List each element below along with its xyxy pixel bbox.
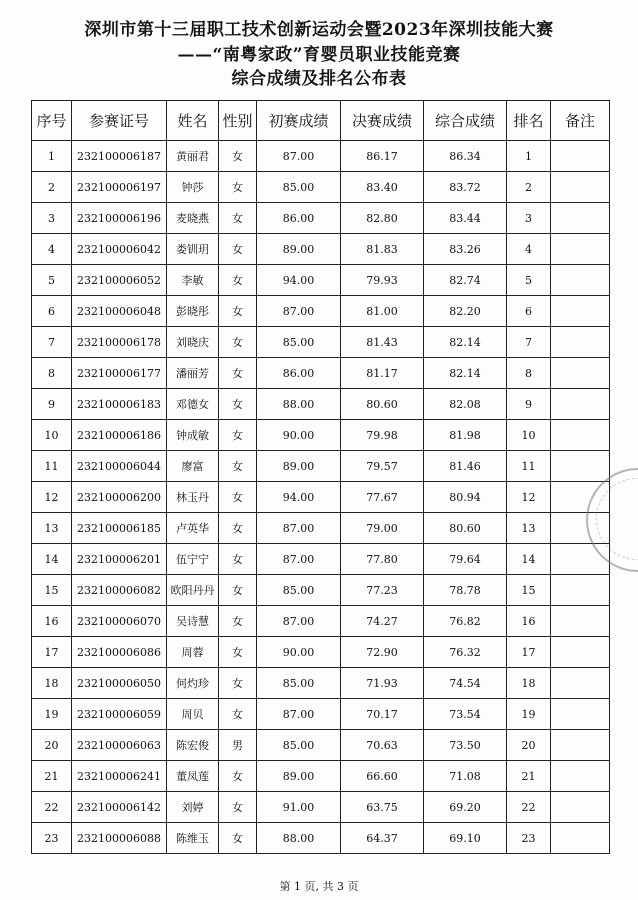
cell-rank: 22 bbox=[507, 792, 551, 823]
cell-name: 钟成敏 bbox=[167, 420, 219, 451]
cell-index: 11 bbox=[32, 451, 72, 482]
cell-name: 欧阳丹丹 bbox=[167, 575, 219, 606]
cell-gender: 女 bbox=[219, 296, 257, 327]
cell-overall-score: 78.78 bbox=[424, 575, 507, 606]
cell-index: 10 bbox=[32, 420, 72, 451]
table-row bbox=[32, 358, 610, 389]
cell-gender: 女 bbox=[219, 358, 257, 389]
table-row bbox=[32, 575, 610, 606]
cell-prelim-score: 86.00 bbox=[257, 358, 341, 389]
cell-gender: 女 bbox=[219, 265, 257, 296]
table-row bbox=[32, 482, 610, 513]
cell-index: 21 bbox=[32, 761, 72, 792]
table-header-row bbox=[32, 101, 610, 141]
cell-prelim-score: 89.00 bbox=[257, 234, 341, 265]
cell-index: 18 bbox=[32, 668, 72, 699]
cell-prelim-score: 87.00 bbox=[257, 513, 341, 544]
cell-index: 17 bbox=[32, 637, 72, 668]
cell-final-score: 77.23 bbox=[341, 575, 424, 606]
cell-final-score: 79.98 bbox=[341, 420, 424, 451]
cell-cert-number: 232100006088 bbox=[72, 823, 167, 854]
cell-rank: 10 bbox=[507, 420, 551, 451]
table-row bbox=[32, 730, 610, 761]
cell-rank: 2 bbox=[507, 172, 551, 203]
cell-overall-score: 71.08 bbox=[424, 761, 507, 792]
table-row bbox=[32, 668, 610, 699]
cell-overall-score: 82.08 bbox=[424, 389, 507, 420]
cell-overall-score: 82.14 bbox=[424, 358, 507, 389]
cell-prelim-score: 91.00 bbox=[257, 792, 341, 823]
cell-remarks bbox=[551, 358, 610, 389]
cell-remarks bbox=[551, 513, 610, 544]
cell-final-score: 83.40 bbox=[341, 172, 424, 203]
cell-overall-score: 73.54 bbox=[424, 699, 507, 730]
header-gender: 性别 bbox=[219, 101, 257, 141]
cell-overall-score: 79.64 bbox=[424, 544, 507, 575]
cell-name: 陈维玉 bbox=[167, 823, 219, 854]
cell-rank: 5 bbox=[507, 265, 551, 296]
cell-overall-score: 82.74 bbox=[424, 265, 507, 296]
header-final-score: 决赛成绩 bbox=[341, 101, 424, 141]
cell-index: 14 bbox=[32, 544, 72, 575]
table-row bbox=[32, 699, 610, 730]
header-name: 姓名 bbox=[167, 101, 219, 141]
cell-cert-number: 232100006183 bbox=[72, 389, 167, 420]
cell-final-score: 81.00 bbox=[341, 296, 424, 327]
cell-remarks bbox=[551, 823, 610, 854]
cell-prelim-score: 87.00 bbox=[257, 141, 341, 172]
cell-rank: 23 bbox=[507, 823, 551, 854]
cell-final-score: 77.80 bbox=[341, 544, 424, 575]
cell-index: 15 bbox=[32, 575, 72, 606]
cell-final-score: 63.75 bbox=[341, 792, 424, 823]
cell-final-score: 79.93 bbox=[341, 265, 424, 296]
cell-name: 麦晓燕 bbox=[167, 203, 219, 234]
table-row bbox=[32, 513, 610, 544]
cell-prelim-score: 87.00 bbox=[257, 699, 341, 730]
cell-overall-score: 81.46 bbox=[424, 451, 507, 482]
cell-prelim-score: 88.00 bbox=[257, 389, 341, 420]
cell-overall-score: 82.20 bbox=[424, 296, 507, 327]
cell-remarks bbox=[551, 141, 610, 172]
cell-index: 16 bbox=[32, 606, 72, 637]
cell-name: 钟莎 bbox=[167, 172, 219, 203]
table-row bbox=[32, 544, 610, 575]
cell-name: 李敏 bbox=[167, 265, 219, 296]
cell-rank: 9 bbox=[507, 389, 551, 420]
cell-name: 周蓉 bbox=[167, 637, 219, 668]
results-table bbox=[31, 100, 610, 854]
cell-remarks bbox=[551, 203, 610, 234]
table-row bbox=[32, 420, 610, 451]
cell-cert-number: 232100006200 bbox=[72, 482, 167, 513]
cell-name: 何灼珍 bbox=[167, 668, 219, 699]
cell-index: 19 bbox=[32, 699, 72, 730]
cell-name: 周贝 bbox=[167, 699, 219, 730]
cell-prelim-score: 90.00 bbox=[257, 637, 341, 668]
cell-rank: 11 bbox=[507, 451, 551, 482]
cell-remarks bbox=[551, 234, 610, 265]
cell-final-score: 82.80 bbox=[341, 203, 424, 234]
cell-overall-score: 69.20 bbox=[424, 792, 507, 823]
cell-index: 9 bbox=[32, 389, 72, 420]
cell-rank: 19 bbox=[507, 699, 551, 730]
cell-index: 8 bbox=[32, 358, 72, 389]
cell-gender: 女 bbox=[219, 823, 257, 854]
cell-overall-score: 80.60 bbox=[424, 513, 507, 544]
cell-gender: 女 bbox=[219, 389, 257, 420]
cell-overall-score: 83.44 bbox=[424, 203, 507, 234]
cell-remarks bbox=[551, 637, 610, 668]
cell-prelim-score: 85.00 bbox=[257, 668, 341, 699]
cell-cert-number: 232100006201 bbox=[72, 544, 167, 575]
cell-name: 董凤莲 bbox=[167, 761, 219, 792]
table-body bbox=[32, 141, 610, 854]
cell-final-score: 79.57 bbox=[341, 451, 424, 482]
cell-gender: 女 bbox=[219, 234, 257, 265]
cell-prelim-score: 85.00 bbox=[257, 327, 341, 358]
cell-name: 林玉丹 bbox=[167, 482, 219, 513]
cell-gender: 女 bbox=[219, 451, 257, 482]
cell-remarks bbox=[551, 699, 610, 730]
cell-final-score: 81.43 bbox=[341, 327, 424, 358]
cell-name: 刘婷 bbox=[167, 792, 219, 823]
cell-prelim-score: 89.00 bbox=[257, 451, 341, 482]
cell-final-score: 74.27 bbox=[341, 606, 424, 637]
cell-remarks bbox=[551, 172, 610, 203]
cell-cert-number: 232100006186 bbox=[72, 420, 167, 451]
cell-gender: 女 bbox=[219, 792, 257, 823]
cell-cert-number: 232100006187 bbox=[72, 141, 167, 172]
cell-cert-number: 232100006042 bbox=[72, 234, 167, 265]
cell-name: 吴诗慧 bbox=[167, 606, 219, 637]
cell-final-score: 64.37 bbox=[341, 823, 424, 854]
cell-rank: 18 bbox=[507, 668, 551, 699]
cell-final-score: 70.63 bbox=[341, 730, 424, 761]
header-rank: 排名 bbox=[507, 101, 551, 141]
cell-gender: 女 bbox=[219, 482, 257, 513]
cell-name: 廖富 bbox=[167, 451, 219, 482]
cell-overall-score: 83.26 bbox=[424, 234, 507, 265]
table-row bbox=[32, 761, 610, 792]
header-remarks: 备注 bbox=[551, 101, 610, 141]
cell-prelim-score: 94.00 bbox=[257, 482, 341, 513]
table-row bbox=[32, 296, 610, 327]
cell-index: 7 bbox=[32, 327, 72, 358]
table-row bbox=[32, 637, 610, 668]
cell-gender: 女 bbox=[219, 420, 257, 451]
cell-cert-number: 232100006048 bbox=[72, 296, 167, 327]
page-title-line-1: 深圳市第十三届职工技术创新运动会暨2023年深圳技能大赛 bbox=[84, 20, 554, 40]
cell-cert-number: 232100006063 bbox=[72, 730, 167, 761]
cell-rank: 20 bbox=[507, 730, 551, 761]
cell-prelim-score: 88.00 bbox=[257, 823, 341, 854]
header-index: 序号 bbox=[32, 101, 72, 141]
cell-prelim-score: 87.00 bbox=[257, 544, 341, 575]
cell-final-score: 86.17 bbox=[341, 141, 424, 172]
cell-remarks bbox=[551, 730, 610, 761]
cell-index: 22 bbox=[32, 792, 72, 823]
cell-remarks bbox=[551, 668, 610, 699]
header-cert-number: 参赛证号 bbox=[72, 101, 167, 141]
table-row bbox=[32, 389, 610, 420]
cell-final-score: 72.90 bbox=[341, 637, 424, 668]
cell-prelim-score: 87.00 bbox=[257, 606, 341, 637]
cell-cert-number: 232100006177 bbox=[72, 358, 167, 389]
cell-remarks bbox=[551, 544, 610, 575]
cell-rank: 12 bbox=[507, 482, 551, 513]
table-row bbox=[32, 823, 610, 854]
cell-cert-number: 232100006142 bbox=[72, 792, 167, 823]
cell-gender: 女 bbox=[219, 668, 257, 699]
cell-rank: 21 bbox=[507, 761, 551, 792]
table-row bbox=[32, 451, 610, 482]
cell-rank: 4 bbox=[507, 234, 551, 265]
cell-name: 潘丽芳 bbox=[167, 358, 219, 389]
cell-rank: 16 bbox=[507, 606, 551, 637]
cell-prelim-score: 90.00 bbox=[257, 420, 341, 451]
cell-cert-number: 232100006197 bbox=[72, 172, 167, 203]
cell-index: 23 bbox=[32, 823, 72, 854]
table-row bbox=[32, 234, 610, 265]
cell-name: 伍宁宁 bbox=[167, 544, 219, 575]
cell-name: 黄丽君 bbox=[167, 141, 219, 172]
cell-overall-score: 86.34 bbox=[424, 141, 507, 172]
cell-final-score: 77.67 bbox=[341, 482, 424, 513]
cell-cert-number: 232100006196 bbox=[72, 203, 167, 234]
cell-remarks bbox=[551, 389, 610, 420]
cell-final-score: 80.60 bbox=[341, 389, 424, 420]
cell-prelim-score: 87.00 bbox=[257, 296, 341, 327]
cell-gender: 女 bbox=[219, 575, 257, 606]
table-row bbox=[32, 265, 610, 296]
page-title-line-3: 综合成绩及排名公布表 bbox=[231, 69, 407, 89]
cell-final-score: 70.17 bbox=[341, 699, 424, 730]
cell-cert-number: 232100006059 bbox=[72, 699, 167, 730]
table-row bbox=[32, 327, 610, 358]
cell-prelim-score: 89.00 bbox=[257, 761, 341, 792]
cell-remarks bbox=[551, 575, 610, 606]
cell-remarks bbox=[551, 792, 610, 823]
cell-overall-score: 76.32 bbox=[424, 637, 507, 668]
cell-remarks bbox=[551, 761, 610, 792]
cell-index: 6 bbox=[32, 296, 72, 327]
cell-index: 2 bbox=[32, 172, 72, 203]
cell-cert-number: 232100006050 bbox=[72, 668, 167, 699]
cell-final-score: 66.60 bbox=[341, 761, 424, 792]
cell-overall-score: 82.14 bbox=[424, 327, 507, 358]
table-row bbox=[32, 792, 610, 823]
cell-name: 刘晓庆 bbox=[167, 327, 219, 358]
cell-gender: 女 bbox=[219, 606, 257, 637]
cell-gender: 女 bbox=[219, 637, 257, 668]
cell-name: 娄钏玥 bbox=[167, 234, 219, 265]
cell-overall-score: 80.94 bbox=[424, 482, 507, 513]
cell-index: 12 bbox=[32, 482, 72, 513]
cell-name: 彭晓彤 bbox=[167, 296, 219, 327]
cell-remarks bbox=[551, 265, 610, 296]
cell-index: 1 bbox=[32, 141, 72, 172]
page-title-line-2: ——“南粤家政”育婴员职业技能竞赛 bbox=[177, 45, 461, 65]
cell-gender: 女 bbox=[219, 203, 257, 234]
cell-gender: 男 bbox=[219, 730, 257, 761]
cell-final-score: 81.83 bbox=[341, 234, 424, 265]
table-row bbox=[32, 203, 610, 234]
cell-prelim-score: 94.00 bbox=[257, 265, 341, 296]
cell-cert-number: 232100006044 bbox=[72, 451, 167, 482]
cell-rank: 13 bbox=[507, 513, 551, 544]
cell-gender: 女 bbox=[219, 172, 257, 203]
cell-prelim-score: 85.00 bbox=[257, 730, 341, 761]
cell-final-score: 79.00 bbox=[341, 513, 424, 544]
cell-remarks bbox=[551, 296, 610, 327]
cell-overall-score: 81.98 bbox=[424, 420, 507, 451]
cell-prelim-score: 86.00 bbox=[257, 203, 341, 234]
cell-overall-score: 83.72 bbox=[424, 172, 507, 203]
cell-cert-number: 232100006185 bbox=[72, 513, 167, 544]
cell-rank: 17 bbox=[507, 637, 551, 668]
cell-gender: 女 bbox=[219, 327, 257, 358]
cell-gender: 女 bbox=[219, 513, 257, 544]
cell-cert-number: 232100006086 bbox=[72, 637, 167, 668]
cell-remarks bbox=[551, 327, 610, 358]
cell-index: 3 bbox=[32, 203, 72, 234]
cell-index: 20 bbox=[32, 730, 72, 761]
cell-cert-number: 232100006241 bbox=[72, 761, 167, 792]
cell-remarks bbox=[551, 482, 610, 513]
cell-remarks bbox=[551, 451, 610, 482]
table-row bbox=[32, 172, 610, 203]
cell-final-score: 81.17 bbox=[341, 358, 424, 389]
cell-remarks bbox=[551, 420, 610, 451]
header-overall-score: 综合成绩 bbox=[424, 101, 507, 141]
page-footer: 第 1 页, 共 3 页 bbox=[279, 880, 359, 893]
cell-cert-number: 232100006052 bbox=[72, 265, 167, 296]
cell-name: 陈宏俊 bbox=[167, 730, 219, 761]
cell-overall-score: 73.50 bbox=[424, 730, 507, 761]
cell-index: 5 bbox=[32, 265, 72, 296]
cell-index: 4 bbox=[32, 234, 72, 265]
cell-overall-score: 69.10 bbox=[424, 823, 507, 854]
cell-remarks bbox=[551, 606, 610, 637]
cell-prelim-score: 85.00 bbox=[257, 575, 341, 606]
cell-final-score: 71.93 bbox=[341, 668, 424, 699]
cell-name: 邓德女 bbox=[167, 389, 219, 420]
table-row bbox=[32, 606, 610, 637]
header-prelim-score: 初赛成绩 bbox=[257, 101, 341, 141]
cell-name: 卢英华 bbox=[167, 513, 219, 544]
cell-cert-number: 232100006082 bbox=[72, 575, 167, 606]
cell-rank: 3 bbox=[507, 203, 551, 234]
cell-overall-score: 76.82 bbox=[424, 606, 507, 637]
cell-rank: 15 bbox=[507, 575, 551, 606]
cell-gender: 女 bbox=[219, 699, 257, 730]
table-row bbox=[32, 141, 610, 172]
cell-rank: 8 bbox=[507, 358, 551, 389]
cell-gender: 女 bbox=[219, 141, 257, 172]
cell-cert-number: 232100006178 bbox=[72, 327, 167, 358]
cell-cert-number: 232100006070 bbox=[72, 606, 167, 637]
cell-index: 13 bbox=[32, 513, 72, 544]
cell-gender: 女 bbox=[219, 544, 257, 575]
cell-rank: 14 bbox=[507, 544, 551, 575]
cell-gender: 女 bbox=[219, 761, 257, 792]
cell-prelim-score: 85.00 bbox=[257, 172, 341, 203]
cell-rank: 6 bbox=[507, 296, 551, 327]
cell-rank: 1 bbox=[507, 141, 551, 172]
cell-overall-score: 74.54 bbox=[424, 668, 507, 699]
cell-rank: 7 bbox=[507, 327, 551, 358]
